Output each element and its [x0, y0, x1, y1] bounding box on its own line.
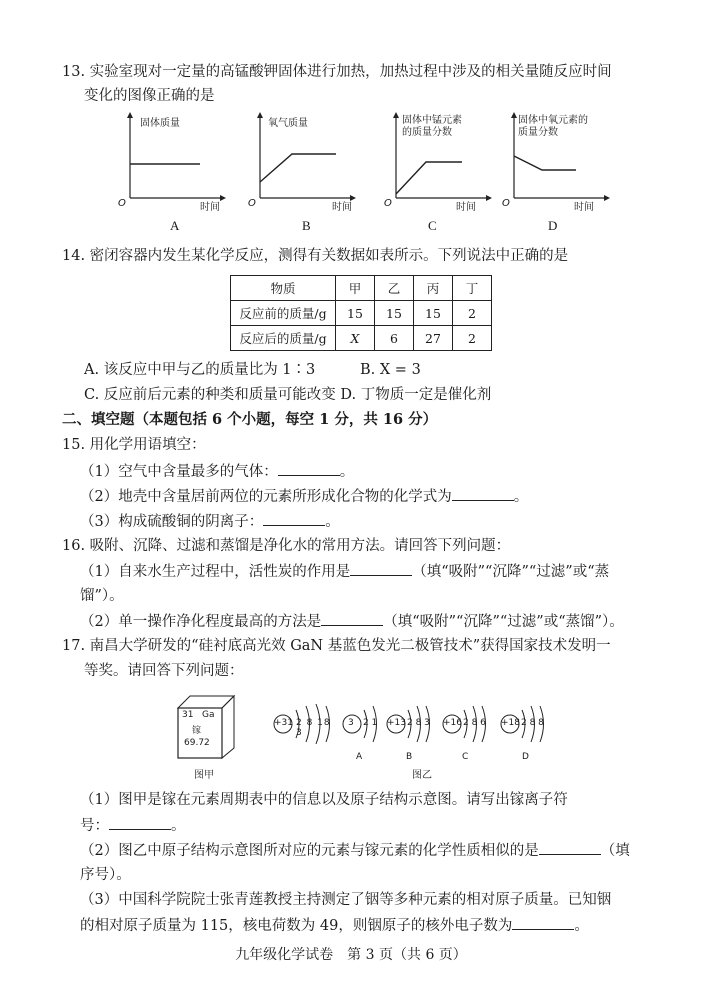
- q17-line2: 等奖。请回答下列问题：: [84, 663, 244, 679]
- q17-part3-end: 。: [574, 918, 589, 934]
- atom-a-label: A: [356, 752, 363, 762]
- q14-option-cd: C. 反应前后元素的种类和质量可能改变 D. 丁物质一定是催化剂: [84, 387, 492, 403]
- table-cell: 15: [414, 301, 453, 326]
- q15-part2-text: （2）地壳中含量居前两位的元素所形成化合物的化学式为: [80, 489, 452, 505]
- graph-b-line: [260, 154, 336, 182]
- atom-structure-ga: [272, 694, 336, 754]
- figure-a-caption: 图甲: [194, 770, 214, 781]
- graph-d: [502, 112, 622, 212]
- shell-electrons: 2 8 6: [463, 718, 486, 728]
- shell-electrons: 2 1: [363, 718, 378, 728]
- table-cell: 15: [336, 301, 375, 326]
- graph-d-xlabel: 时间: [574, 202, 594, 213]
- answer-blank[interactable]: [350, 561, 412, 576]
- q17-part3-text: 的相对原子质量为 115，核电荷数为 49，则铟原子的核外电子数为: [80, 918, 513, 934]
- table-cell: 27: [414, 326, 453, 351]
- element-mass: 69.72: [184, 738, 210, 748]
- q15-part1-end: 。: [339, 464, 355, 480]
- atom-structure-b: [386, 694, 436, 754]
- element-name: 镓: [192, 726, 202, 736]
- atom-structure-a: [342, 694, 382, 754]
- q16-stem: 16. 吸附、沉降、过滤和蒸馏是净化水的常用方法。请回答下列问题：: [62, 538, 511, 554]
- q17-line1: 17. 南昌大学研发的“硅衬底高光效 GaN 基蓝色发光二极管技术”获得国家技术发明一: [62, 638, 611, 654]
- q16-part2-hint: （填“吸附”“沉降”“过滤”或“蒸馏”）。: [383, 614, 624, 630]
- shell-electrons: 2 8 18 3: [296, 718, 331, 738]
- q17-part2: [80, 840, 630, 861]
- q16-part1-hint: （填“吸附”“沉降”“过滤”或“蒸: [412, 564, 610, 580]
- q17-part3: （3）中国科学院院士张青莲教授主持测定了铟等多种元素的相对原子质量。已知铟: [80, 892, 612, 908]
- graph-a-ylabel: 固体质量: [140, 118, 180, 129]
- table-cell: 反应前的质量/g: [231, 301, 336, 326]
- table-cell: 6: [375, 326, 414, 351]
- q14-option-a: A. 该反应中甲与乙的质量比为 1∶3: [84, 362, 316, 378]
- answer-blank[interactable]: [321, 611, 383, 626]
- q17-part1-end: 。: [171, 818, 186, 834]
- section-2-title: 二、填空题（本题包括 6 个小题，每空 1 分，共 16 分）: [62, 411, 438, 428]
- answer-blank[interactable]: [539, 840, 601, 855]
- table-cell: X: [336, 326, 375, 351]
- table-cell: 2: [453, 301, 492, 326]
- q14-table: [230, 275, 492, 351]
- graph-a-xlabel: 时间: [200, 202, 220, 213]
- q14-option-b: B. X = 3: [360, 362, 421, 378]
- q16-part2-text: （2）单一操作净化程度最高的方法是: [80, 614, 322, 630]
- element-cell-ga: [176, 694, 236, 764]
- graph-c-origin: O: [384, 198, 392, 209]
- q17-part2-cont: 序号）。: [80, 867, 131, 883]
- nucleus-label: +18: [501, 718, 520, 728]
- table-header: 丙: [414, 276, 453, 301]
- graph-c-line: [396, 162, 462, 194]
- answer-blank[interactable]: [109, 815, 171, 830]
- atom-diagrams: [272, 694, 572, 764]
- graph-b-plot: [248, 112, 368, 212]
- q15-part3: [80, 511, 340, 532]
- atom-c-label: C: [462, 752, 469, 762]
- graph-b: [248, 112, 368, 212]
- atom-structure-c: [442, 694, 492, 754]
- q16-part2: [80, 611, 624, 632]
- table-cell: 2: [453, 326, 492, 351]
- graph-a-name: A: [170, 218, 180, 233]
- answer-blank[interactable]: [512, 915, 574, 930]
- q13-line2: 变化的图像正确的是: [84, 88, 215, 104]
- q15-part3-end: 。: [325, 514, 340, 530]
- graph-c-ylabel: 固体中锰元素的质量分数: [402, 115, 462, 138]
- table-header: 乙: [375, 276, 414, 301]
- table-header-row: [231, 276, 492, 301]
- graph-b-ylabel: 氧气质量: [268, 118, 308, 129]
- table-header: 甲: [336, 276, 375, 301]
- graph-b-xlabel: 时间: [332, 202, 352, 213]
- q15-stem: 15. 用化学用语填空：: [62, 437, 206, 453]
- graph-c-xlabel: 时间: [456, 202, 476, 213]
- shell-electrons: 2 8 3: [407, 718, 430, 728]
- q17-part1: （1）图甲是镓在元素周期表中的信息以及原子结构示意图。请写出镓离子符: [80, 792, 568, 808]
- graph-a: [118, 112, 238, 212]
- element-number: 31: [182, 710, 194, 720]
- table-cell: 反应后的质量/g: [231, 326, 336, 351]
- element-cube: [176, 694, 236, 760]
- table-header: 物质: [231, 276, 336, 301]
- q15-part3-text: （3）构成硫酸铜的阴离子：: [80, 514, 264, 530]
- page-footer: 九年级化学试卷 第 3 页（共 6 页）: [235, 947, 467, 963]
- q14-stem: 14. 密闭容器内发生某化学反应，测得有关数据如表所示。下列说法中正确的是: [62, 248, 569, 264]
- graph-b-origin: O: [248, 198, 256, 209]
- graph-d-ylabel: 固体中氧元素的质量分数: [518, 115, 588, 138]
- graph-d-line: [514, 156, 576, 170]
- graph-c-name: C: [428, 218, 437, 233]
- q17-part3-cont: [80, 915, 589, 936]
- q15-part1: [80, 461, 354, 482]
- graph-c: [384, 112, 504, 212]
- q16-part1-cont: 馏”）。: [80, 588, 124, 604]
- q15-part2: [80, 486, 528, 507]
- q16-part1-text: （1）自来水生产过程中，活性炭的作用是: [80, 564, 351, 580]
- q15-part1-text: （1）空气中含量最多的气体：: [80, 464, 278, 480]
- answer-blank[interactable]: [278, 461, 340, 476]
- table-header: 丁: [453, 276, 492, 301]
- shell-electrons: 2 8 8: [521, 718, 544, 728]
- table-row: [231, 301, 492, 326]
- nucleus-label: +16: [443, 718, 462, 728]
- figure-b-caption: 图乙: [412, 770, 432, 781]
- q15-part2-end: 。: [513, 489, 529, 505]
- nucleus-label: 3: [348, 718, 354, 728]
- graph-a-origin: O: [118, 198, 126, 209]
- table-row: [231, 326, 492, 351]
- atom-structure-d: [500, 694, 550, 754]
- element-symbol: Ga: [202, 710, 215, 720]
- table-cell: 15: [375, 301, 414, 326]
- q17-part2-hint: （填: [600, 843, 630, 859]
- nucleus-label: +31: [274, 718, 293, 728]
- nucleus-label: +13: [387, 718, 406, 728]
- q17-part1-text: 号：: [80, 818, 109, 834]
- answer-blank[interactable]: [452, 486, 514, 501]
- graph-d-name: D: [548, 218, 558, 233]
- graph-d-origin: O: [502, 198, 510, 209]
- q17-part2-text: （2）图乙中原子结构示意图所对应的元素与镓元素的化学性质相似的是: [80, 843, 539, 859]
- graph-b-name: B: [302, 218, 311, 233]
- q16-part1: [80, 561, 609, 582]
- answer-blank[interactable]: [263, 511, 325, 526]
- atom-b-label: B: [406, 752, 413, 762]
- q13-line1: 13. 实验室现对一定量的高锰酸钾固体进行加热，加热过程中涉及的相关量随反应时间: [62, 64, 612, 80]
- q17-part1-cont: [80, 815, 186, 836]
- atom-d-label: D: [522, 752, 529, 762]
